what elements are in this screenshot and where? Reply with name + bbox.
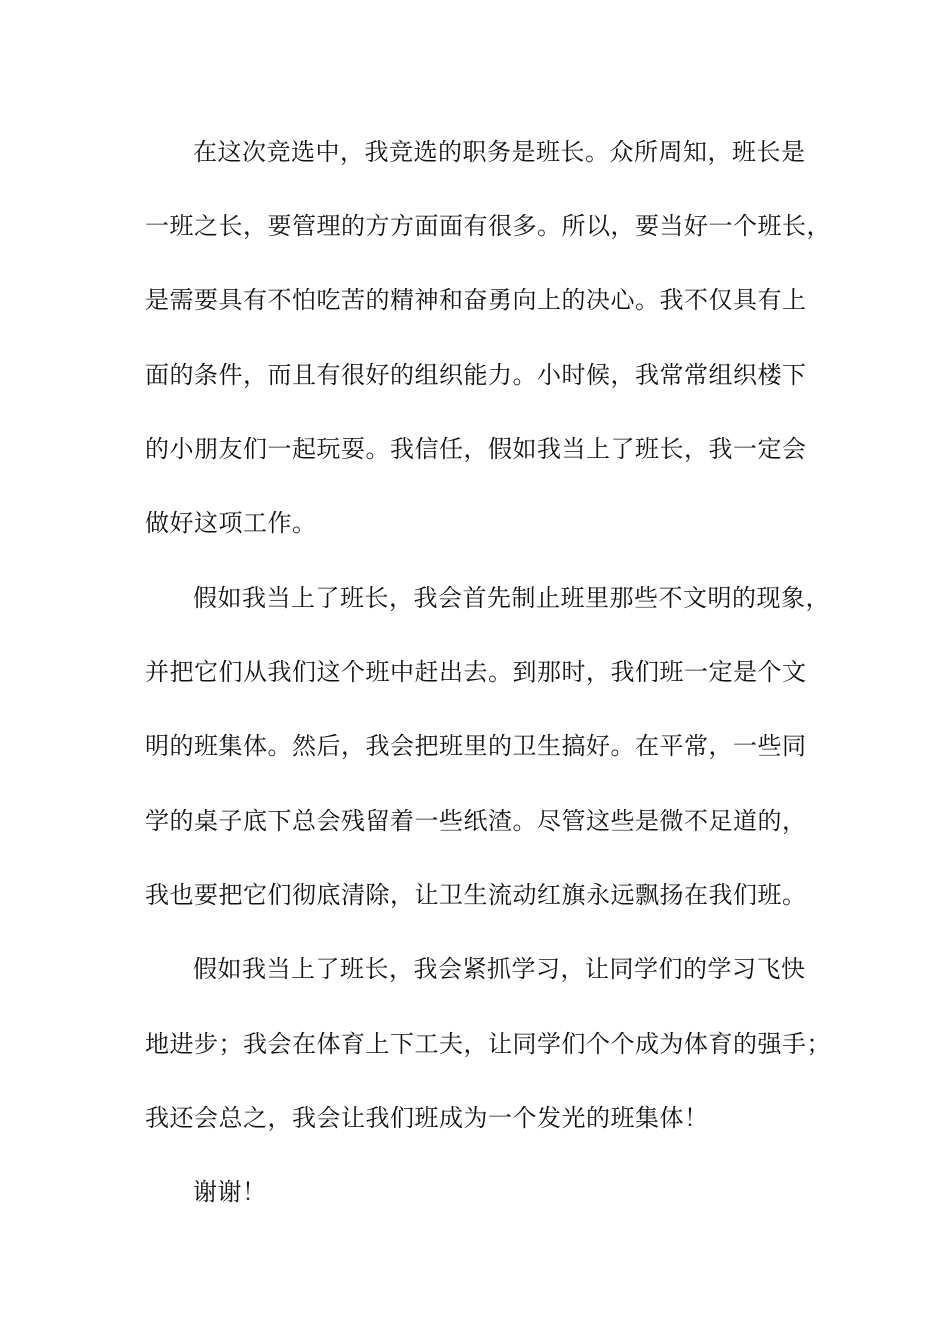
paragraph-1-line-3: 是需要具有不怕吃苦的精神和奋勇向上的决心。我不仅具有上 — [145, 286, 807, 314]
paragraph-2-line-4: 学的桌子底下总会残留着一些纸渣。尽管这些是微不足道的， — [145, 807, 807, 835]
paragraph-1-line-1: 在这次竞选中，我竞选的职务是班长。众所周知，班长是 — [193, 138, 806, 166]
paragraph-3-line-2: 地进步；我会在体育上下工夫，让同学们个个成为体育的强手； — [145, 1030, 831, 1058]
paragraph-4-line-1: 谢谢！ — [193, 1178, 267, 1206]
paragraph-1-line-5: 的小朋友们一起玩耍。我信任，假如我当上了班长，我一定会 — [145, 435, 807, 463]
paragraph-1-line-2: 一班之长，要管理的方方面面有很多。所以，要当好一个班长， — [145, 212, 831, 240]
paragraph-1-line-4: 面的条件，而且有很好的组织能力。小时候，我常常组织楼下 — [145, 361, 807, 389]
paragraph-2-line-2: 并把它们从我们这个班中赶出去。到那时，我们班一定是个文 — [145, 658, 807, 686]
paragraph-3-line-3: 我还会总之，我会让我们班成为一个发光的班集体！ — [145, 1104, 709, 1132]
paragraph-2-line-1: 假如我当上了班长，我会首先制止班里那些不文明的现象， — [193, 584, 830, 612]
paragraph-1-line-6: 做好这项工作。 — [145, 509, 317, 537]
paragraph-2-line-3: 明的班集体。然后，我会把班里的卫生搞好。在平常，一些同 — [145, 732, 807, 760]
paragraph-2-line-5: 我也要把它们彻底清除，让卫生流动红旗永远飘扬在我们班。 — [145, 881, 807, 909]
paragraph-3-line-1: 假如我当上了班长，我会紧抓学习，让同学们的学习飞快 — [193, 955, 806, 983]
